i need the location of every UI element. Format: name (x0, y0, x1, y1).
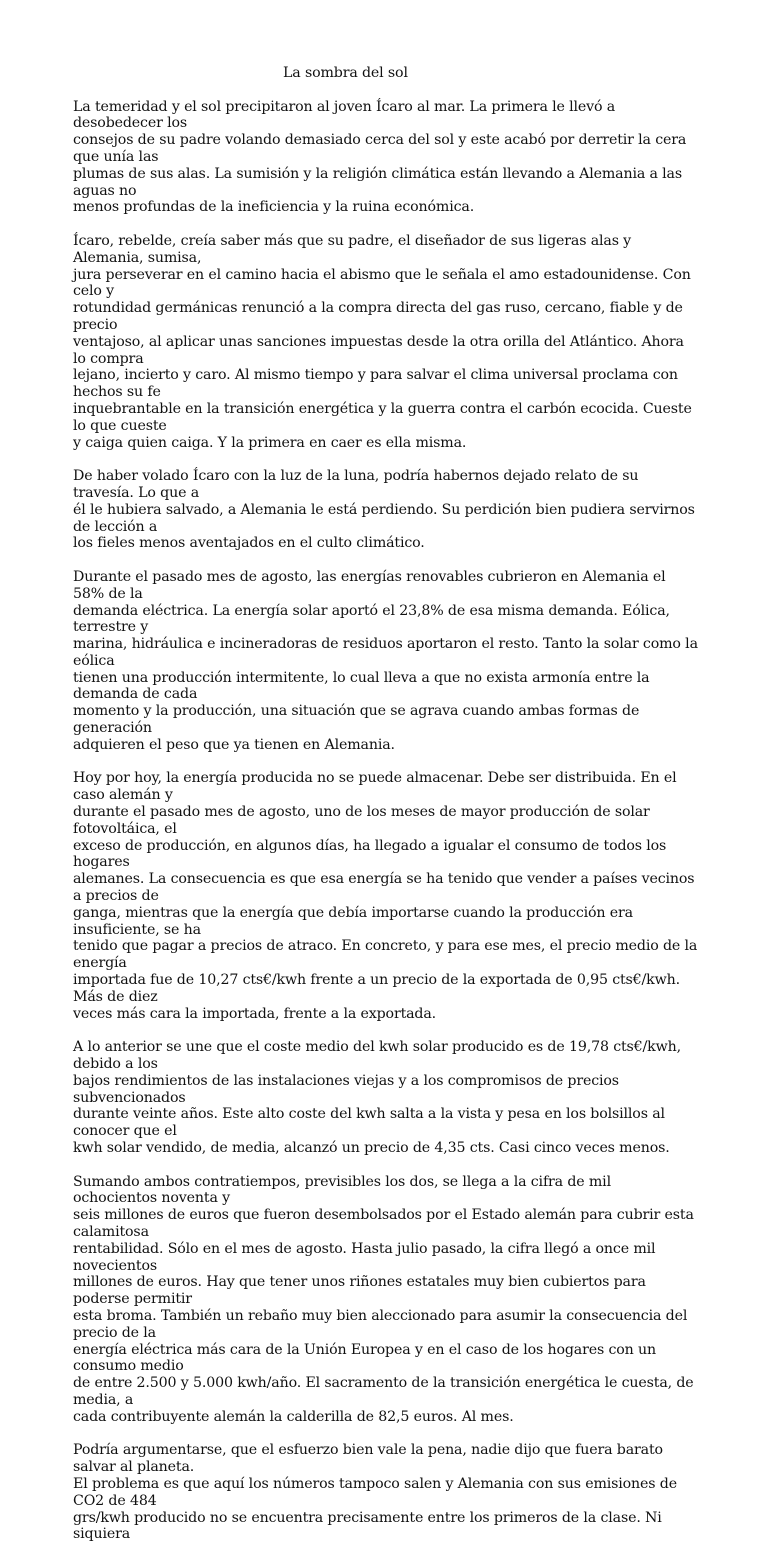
paragraph-8: Podría argumentarse, que el esfuerzo bien vale la pena, nadie dijo que fuera barato salvar al planeta. El problema es que aquí los números tampoco salen y Alemania con sus emisiones de CO2 de 484 grs/kwh producido no se encuentra precisamente entre los primeros de la clase. Ni siquiera (73, 1442, 677, 1543)
paragraph-1: La temeridad y el sol precipitaron al joven Ícaro al mar. La primera le llevó a desobedecer los consejos de su padre volando demasiado cerca del sol y este acabó por derretir la cera que unía las plumas de sus alas. La sumisión y la religión climática están llevando a Alemania a las aguas no menos profundas de la ineficiencia y la ruina económica. (73, 98, 687, 216)
paragraph-5: Hoy por hoy, la energía producida no se puede almacenar. Debe ser distribuida. En el caso alemán y durante el pasado mes de agosto, uno de los meses de mayor producción de solar fotovoltáica, el exceso de producción, en algunos días, ha llegado a igualar el consumo de todos los hogares alemanes. La consecuencia es que esa energía se ha tenido que vender a países vecinos a precios de ganga, mientras que la energía que debía importarse cuando la producción era insuficiente, se ha tenido que pagar a precios de atraco. En concreto, y para ese mes, el precio medio de la energía importada fue de 10,27 cts€/kwh frente a un precio de la exportada de 0,95 cts€/kwh. Más de diez veces más cara la importada, frente a la exportada. (73, 770, 698, 1022)
paragraph-7: Sumando ambos contratiempos, previsibles los dos, se llega a la cifra de mil ochocientos noventa y seis millones de euros que fueron desembolsados por el Estado alemán para cubrir esta calamitosa rentabilidad. Sólo en el mes de agosto. Hasta julio pasado, la cifra llegó a once mil novecientos millones de euros. Hay que tener unos riñones estatales muy bien cubiertos para poderse permitir esta broma. También un rebaño muy bien aleccionado para asumir la consecuencia del precio de la energía eléctrica más cara de la Unión Europea y en el caso de los hogares con un consumo medio de entre 2.500 y 5.000 kwh/año. El sacramento de la transición energética le cuesta, de media, a cada contribuyente alemán la calderilla de 82,5 euros. Al mes. (73, 1173, 694, 1425)
paragraph-4: Durante el pasado mes de agosto, las energías renovables cubrieron en Alemania el 58% de la demanda eléctrica. La energía solar aportó el 23,8% de esa misma demanda. Eólica, terrestre y marina, hidráulica e incineradoras de residuos aportaron el resto. Tanto la solar como la eólica tienen una producción intermitente, lo cual lleva a que no exista armonía entre la demanda de cada momento y la producción, una situación que se agrava cuando ambas formas de generación adquieren el peso que ya tienen en Alemania. (73, 568, 698, 753)
paragraph-2: Ícaro, rebelde, creía saber más que su padre, el diseñador de sus ligeras alas y Alemania, sumisa, jura perseverar en el camino hacia el abismo que le señala el amo estadounidense. Con celo y rotundidad germánicas renunció a la compra directa del gas ruso, cercano, fiable y de precio ventajoso, al aplicar unas sanciones impuestas desde la otra orilla del Atlántico. Ahora lo compra lejano, incierto y caro. Al mismo tiempo y para salvar el clima universal proclama con hechos su fe inquebrantable en la transición energética y la guerra contra el carbón ecocida. Cueste lo que cueste y caiga quien caiga. Y la primera en caer es ella misma. (73, 232, 692, 451)
paragraph-6: A lo anterior se une que el coste medio del kwh solar producido es de 19,78 cts€/kwh, debido a los bajos rendimientos de las instalaciones viejas y a los compromisos de precios subvencionados durante veinte años. Este alto coste del kwh salta a la vista y pesa en los bolsillos al conocer que el kwh solar vendido, de media, alcanzó un precio de 4,35 cts. Casi cinco veces menos. (73, 1039, 681, 1156)
document-title: La sombra del sol (283, 65, 408, 81)
paragraph-3: De haber volado Ícaro con la luz de la luna, podría habernos dejado relato de su travesía. Lo que a él le hubiera salvado, a Alemania le está perdiendo. Su perdición bien pudiera servirnos de lección a los fieles menos aventajados en el culto climático. (73, 468, 695, 552)
document-page (73, 65, 699, 1543)
